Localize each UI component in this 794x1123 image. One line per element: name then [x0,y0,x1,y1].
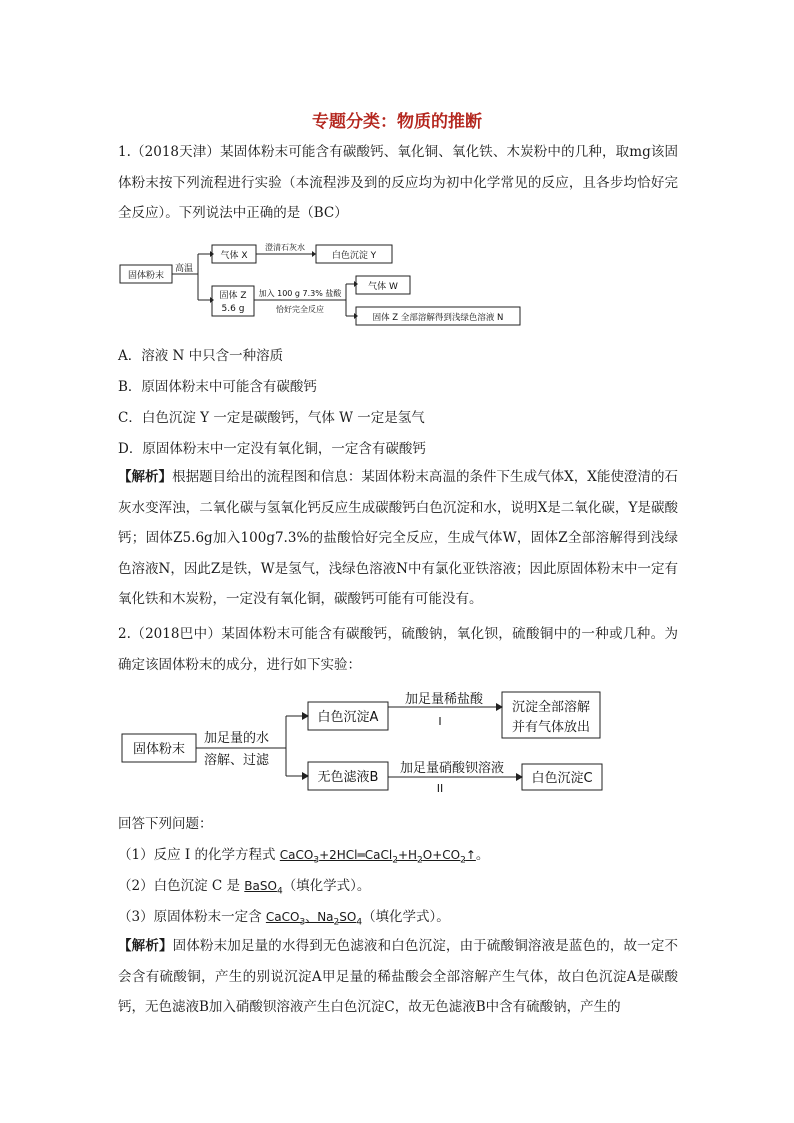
q2-a3-answer: CaCO$_3$、$Na_2SO_4$ [265,910,363,928]
q1-analysis-text: 根据题目给出的流程图和信息：某固体粉末高温的条件下生成气体X，X能使澄清的石灰水变浑浊，二氧化碳与氢氧化钙反应生成碳酸钙白色沉淀和水，说明X是二氧化碳，Y是碳酸钙；固体Z5.6g加入100g7.3%的盐酸恰好完全反应，生成气体W，固体Z全部溶解得到浅绿色溶液N，因此Z是铁，W是氢气，浅绿色溶液N中有氯化亚铁溶液；因此原固体粉末中一定有氧化铁和木炭粉，一定没有氧化铜，碳酸钙可能有可能没有。 [118,469,678,607]
q1-stem: 1.（2018天津）某固体粉末可能含有碳酸钙、氧化铜、氧化铁、木炭粉中的几种，取mg该固体粉末按下列流程进行实验（本流程涉及到的反应均为初中化学常见的反应，且各步均恰好完全反应）。下列说法中正确的是（BC） [118,144,678,221]
q1-analysis [118,462,678,615]
q2-start-text: 固体粉末 [132,742,186,757]
q1-option-b: B．原固体粉末中可能含有碳酸钙 [118,379,317,395]
q2-a1-answer: $CaCO_3+2HCl═CaCl_2+H_2O+CO_2↑$ [279,848,476,866]
q1-option-a: A．溶液 N 中只含一种溶质 [118,348,284,364]
q2-filtb-text: 无色滤液B [317,770,379,785]
q2-a2-pre: （2）白色沉淀 C 是 [118,878,245,894]
q1-analysis-label: 【解析】 [118,469,173,485]
q2-a1-pre: （1）反应 I 的化学方程式 [118,847,280,863]
q2-step2-text: II [436,782,444,795]
q2-hcl-text: 加足量稀盐酸 [404,692,484,707]
q2-res1b-text: 并有气体放出 [511,720,591,735]
q2-a3-pre: （3）原固体粉末一定含 [118,909,266,925]
q1-acid-text: 加入 100 g 7.3% 盐酸 [258,289,342,298]
q1-mass-text: 5.6 g [221,304,245,314]
q2-analysis [118,931,678,1023]
q1-cond-text: 高温 [175,264,194,274]
q1-exact-text: 恰好完全反应 [276,305,324,314]
q2-answer-3 [118,905,450,927]
q1-soln-text: 固体 Z 全部溶解得到浅绿色溶液 N [372,313,504,323]
page-title: 专题分类：物质的推断 [312,112,482,132]
q2-a2-post: （填化学式）。 [282,878,371,894]
q1-limewater-text: 澄清石灰水 [265,243,305,252]
q2-res1a-text: 沉淀全部溶解 [511,700,591,715]
q2-answer-2 [118,874,370,896]
q2-analysis-text: 固体粉末加足量的水得到无色滤液和白色沉淀，由于硫酸铜溶液是蓝色的，故一定不会含有硫酸铜，产生的别说沉淀A甲足量的稀盐酸会全部溶解产生气体，故白色沉淀A是碳酸钙，无色滤液B加入硝酸钡溶液产生白色沉淀C，故无色滤液B中含有硫酸钠，产生的 [118,938,679,1015]
q2-a3-post: （填化学式）。 [362,909,450,925]
q2-stem: 2.（2018巴中）某固体粉末可能含有碳酸钙，硫酸钠，氧化钡，硫酸铜中的一种或几种。为确定该固体粉末的成分，进行如下实验： [118,626,678,673]
q2-water-text: 加足量的水 [204,731,270,746]
q2-prompt: 回答下列问题： [118,816,213,832]
q2-answer-1 [118,843,489,865]
q1-option-d: D．原固体粉末中一定没有氧化铜，一定含有碳酸钙 [118,441,426,457]
q2-analysis-label: 【解析】 [118,938,173,954]
q2-bano3-text: 加足量硝酸钡溶液 [399,761,505,776]
q2-step1-text: I [438,715,442,728]
q2-pptc-text: 白色沉淀C [531,771,593,786]
q2-a1-post: 。 [475,847,490,863]
q2-ppta-text: 白色沉淀A [317,710,379,725]
q2-flowchart [118,688,608,796]
q1-start-text: 固体粉末 [127,271,165,281]
q1-ppty-text: 白色沉淀 Y [331,251,377,261]
q1-flowchart [118,240,538,330]
q1-solidz-text: 固体 Z [219,291,247,301]
q2-a2-answer: BaSO$_4$ [244,879,283,897]
q2-dissolve-text: 溶解、过滤 [204,753,270,768]
q1-option-c: C．白色沉淀 Y 一定是碳酸钙，气体 W 一定是氢气 [118,410,425,426]
q1-gasx-text: 气体 X [220,251,248,261]
q1-gasw-text: 气体 W [368,282,398,292]
